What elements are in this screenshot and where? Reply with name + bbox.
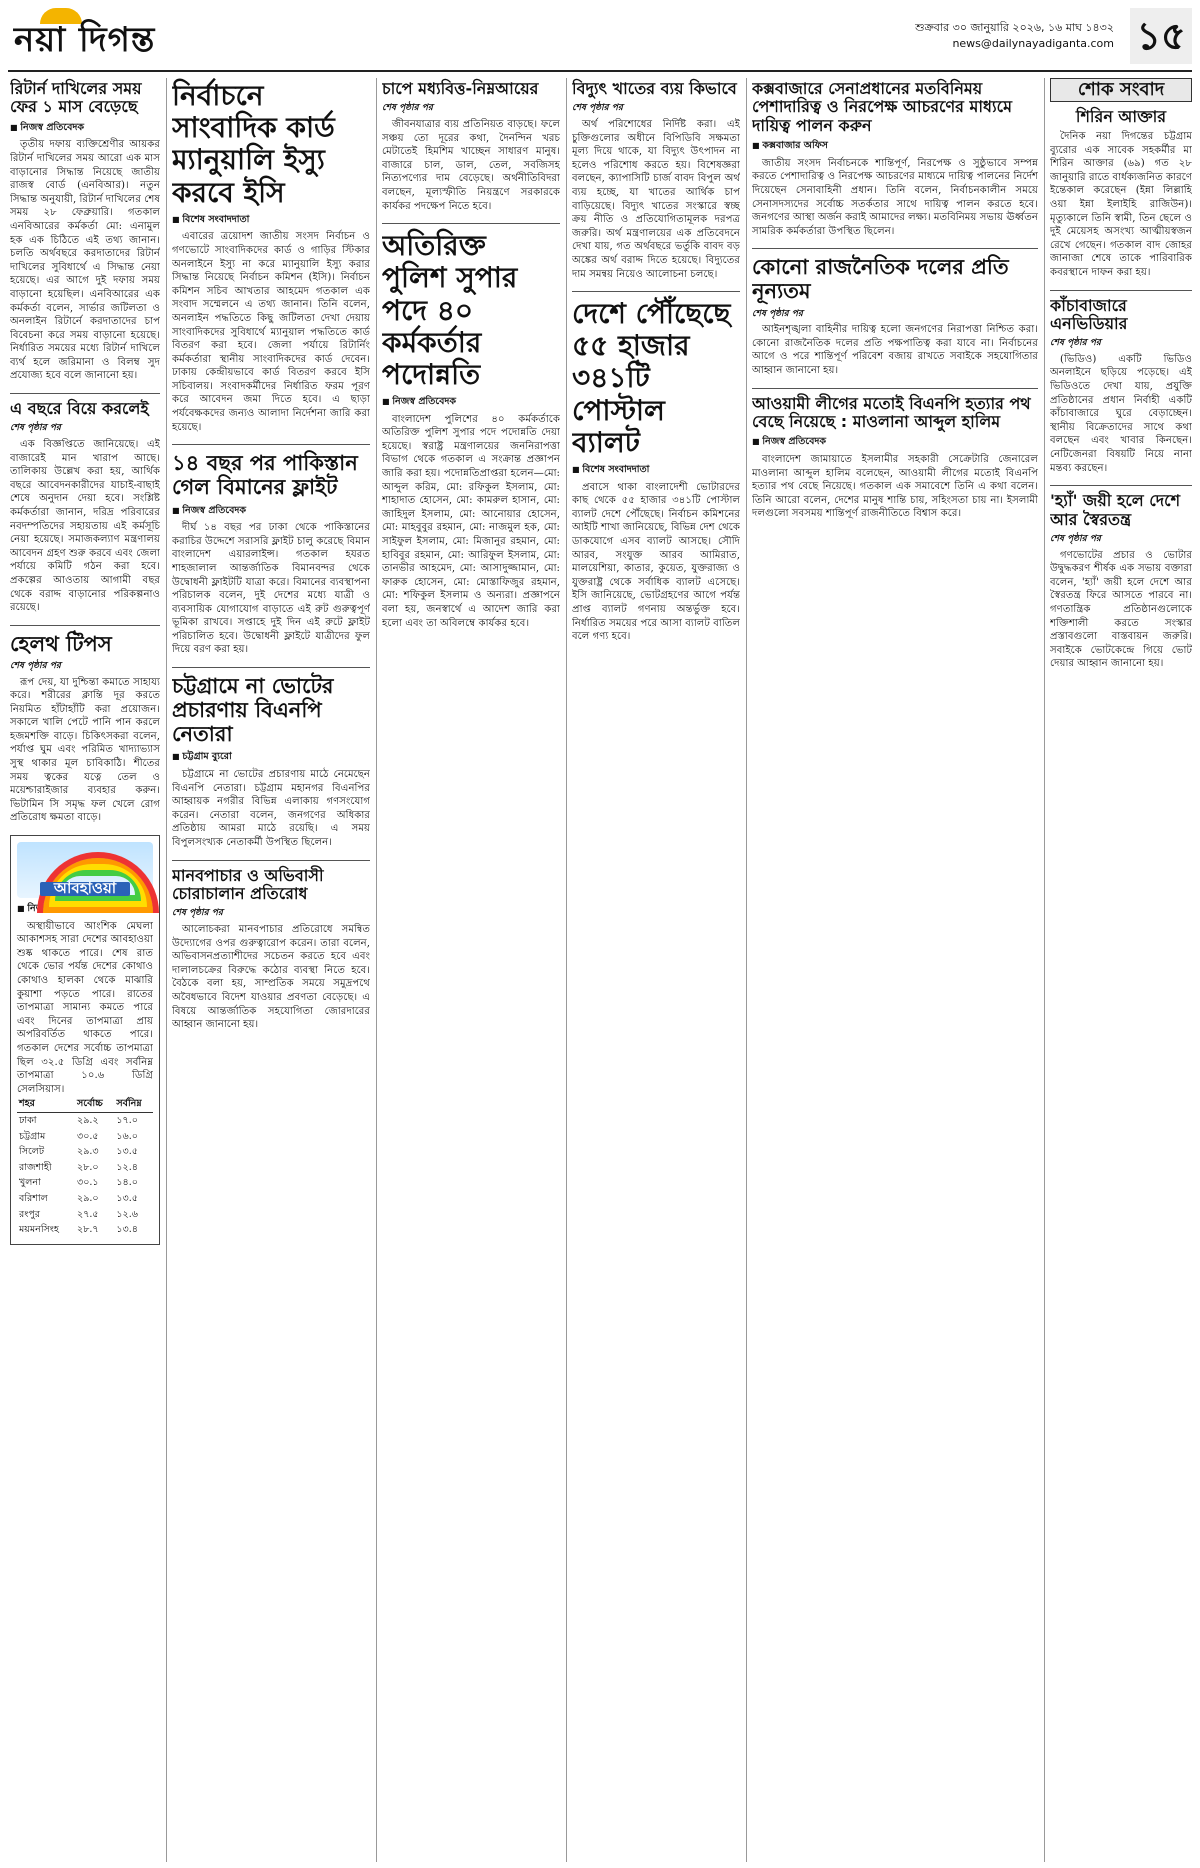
table-cell: রাজশাহী: [19, 1161, 52, 1173]
table-cell: ২৯.৩: [77, 1146, 99, 1158]
weather-title: আবহাওয়া: [40, 882, 130, 896]
story-body: দীর্ঘ ১৪ বছর পর ঢাকা থেকে পাকিস্তানের করাচির উদ্দেশে সরাসরি ফ্লাইট চালু করেছে বিমান বাংলাদেশ এয়ারলাইন্স। গতকাল হযরত শাহজালাল আন্তর্জাতিক বিমানবন্দর থেকে উদ্বোধনী ফ্লাইটটি যাত্রা করে। বিমানের ব্যবস্থাপনা পরিচালক বলেন, দুই দেশের মধ্যে যাত্রী ও ব্যবসায়িক যোগাযোগ বাড়াতে এই রুট গুরুত্বপূর্ণ ভূমিকা রাখবে। সপ্তাহে দুই দিন এই রুটে ফ্লাইট পরিচালিত হবে। উদ্বোধনী ফ্লাইটে যাত্রীদের ফুল দিয়ে বরণ করা হয়।: [172, 522, 370, 656]
masthead: [8, 6, 1192, 72]
table-cell: চট্টগ্রাম: [19, 1130, 46, 1142]
table-cell: ১৭.০: [116, 1114, 138, 1126]
table-cell: ২৭.৫: [77, 1208, 99, 1220]
story-body: আইনশৃঙ্খলা বাহিনীর দায়িত্ব হলো জনগণের নিরাপত্তা নিশ্চিত করা। কোনো রাজনৈতিক দলের প্রতি পক্ষপাতিত্ব করা যাবে না। নির্বাচনের আগে ও পরে শান্তিপূর্ণ পরিবেশ বজায় রাখতে সবাইকে সহযোগিতার আহ্বান জানানো হয়।: [752, 324, 1038, 376]
table-row: [17, 1160, 153, 1176]
table-cell: বরিশাল: [19, 1192, 48, 1204]
continued-label: শেষ পৃষ্ঠার পর: [10, 423, 61, 434]
table-cell: ২৮.৭: [77, 1224, 99, 1236]
column-6: [1050, 78, 1192, 1862]
story-human-trafficking: [172, 867, 370, 1032]
table-row: [17, 1175, 153, 1191]
story-health-tips: [10, 632, 160, 825]
story-middle-class: [382, 80, 560, 213]
story-police-promotion: [382, 230, 560, 630]
table-header: সর্বনিম্ন: [114, 1096, 153, 1112]
column-4: [572, 78, 740, 1862]
headline: 'হ্যাঁ' জয়ী হলে দেশে আর স্বৈরতন্ত্র: [1050, 491, 1181, 529]
story-political-party: [752, 255, 1038, 377]
weather-rainbow-icon: [17, 842, 153, 898]
story-body: (ভিডিও) একটি ভিডিও অনলাইনে ছড়িয়ে পড়েছে। এই ভিডিওতে দেখা যায়, প্রযুক্তি প্রতিষ্ঠানের প্রধান নির্বাহী একটি কাঁচাবাজারে ঘুরে বেড়াচ্ছেন। স্থানীয় বিক্রেতাদের সাথে কথা বলছেন এবং খাবার কিনছেন। নেটিজেনরা বিষয়টি নিয়ে নানা মন্তব্য করছেন।: [1050, 353, 1192, 474]
headline: হেলথ টিপস: [10, 631, 112, 656]
story-body: এক বিজ্ঞপ্তিতে জানিয়েছে। এই বাজারেই মান খারাপ আছে। তালিকায় উল্লেখ করা হয়, আর্থিক বছরে আবেদনকারীদের যাচাই-বাছাই শেষে অনুদান দেয়া হবে। সংশ্লিষ্ট কর্মকর্তারা জানান, দরিদ্র পরিবারের নবদম্পতিদের সহায়তায় এই কর্মসূচি নেয়া হয়েছে। সমাজকল্যাণ মন্ত্রণালয় আবেদন গ্রহণ শুরু করবে এবং জেলা পর্যায়ে কমিটি গঠন করা হবে। প্রকল্পের আওতায় আগামী বছর থেকে বরাদ্দ বাড়ানোর পরিকল্পনাও রয়েছে।: [10, 439, 160, 614]
continued-label: শেষ পৃষ্ঠার পর: [752, 308, 803, 319]
story-body: বাংলাদেশ জামায়াতে ইসলামীর সহকারী সেক্রেটারি জেনারেল মাওলানা আব্দুল হালিম বলেছেন, আওয়ামী লীগের মতোই বিএনপি হত্যার পথ বেছে নিয়েছে। গতকাল এক সমাবেশে তিনি এ কথা বলেন। তিনি আরো বলেন, দেশের মানুষ শান্তি চায়, সহিংসতা চায় না। ইসলামী দলগুলো সবসময় শান্তিপূর্ণ রাজনীতিতে বিশ্বাস করে।: [752, 453, 1038, 520]
headline: কক্সবাজারে সেনাপ্রধানের মতবিনিময় পেশাদারিত্ব ও নিরপেক্ষ আচরণের মাধ্যমে দায়িত্ব পালন করুন: [752, 79, 1012, 135]
table-cell: ১৩.৫: [116, 1146, 138, 1158]
table-row: [17, 1112, 153, 1128]
byline: ■ নিজস্ব প্রতিবেদক: [752, 435, 1038, 449]
table-row: [17, 1191, 153, 1207]
headline: নির্বাচনে সাংবাদিক কার্ড ম্যানুয়ালি ইস্যু করবে ইসি: [172, 79, 335, 209]
headline: চট্টগ্রামে না ভোটের প্রচারণায় বিএনপি নেতারা: [172, 674, 334, 747]
newspaper-logo: নয়া দিগন্ত: [14, 20, 156, 60]
byline: ■ কক্সবাজার অফিস: [752, 139, 1038, 153]
table-cell: খুলনা: [19, 1177, 41, 1189]
table-cell: ২৮.০: [77, 1161, 99, 1173]
weather-body: অস্থায়ীভাবে আংশিক মেঘলা আকাশসহ সারা দেশের আবহাওয়া শুষ্ক থাকতে পারে। শেষ রাত থেকে ভোর পর্যন্ত দেশের কোথাও কোথাও হালকা থেকে মাঝারি কুয়াশা পড়তে পারে। রাতের তাপমাত্রা সামান্য কমতে পারে এবং দিনের তাপমাত্রা প্রায় অপরিবর্তিত থাকতে পারে। গতকাল দেশের সর্বোচ্চ তাপমাত্রা ছিল ৩২.৫ ডিগ্রি এবং সর্বনিম্ন তাপমাত্রা ১০.৬ ডিগ্রি সেলসিয়াস।: [17, 920, 153, 1095]
column-2: [172, 78, 370, 1862]
headline: শিরিন আক্তার: [1075, 106, 1167, 126]
story-power-sector: [572, 80, 740, 281]
byline: ■ নিজস্ব প্রতিবেদক: [172, 504, 370, 518]
table-cell: ১২.৪: [116, 1161, 138, 1173]
headline: আওয়ামী লীগের মতোই বিএনপি হত্যার পথ বেছে নিয়েছে : মাওলানা আব্দুল হালিম: [752, 393, 1031, 431]
table-cell: ঢাকা: [19, 1114, 37, 1126]
continued-label: শেষ পৃষ্ঠার পর: [10, 660, 61, 671]
table-cell: ১২.৬: [116, 1208, 138, 1220]
table-cell: রংপুর: [19, 1208, 40, 1220]
table-cell: ৩০.১: [77, 1177, 99, 1189]
table-row: [17, 1144, 153, 1160]
table-header: শহর: [17, 1096, 75, 1112]
table-cell: ১৪.০: [116, 1177, 138, 1189]
story-body: চট্টগ্রামে না ভোটের প্রচারণায় মাঠে নেমেছেন বিএনপি নেতারা। চট্টগ্রাম মহানগর বিএনপির আহ্বায়ক নগরীর বিভিন্ন এলাকায় গণসংযোগ করেন। নেতারা বলেন, জনগণের অধিকার প্রতিষ্ঠায় আমরা মাঠে রয়েছি। এ সময় বিপুলসংখ্যক নেতাকর্মী উপস্থিত ছিলেন।: [172, 769, 370, 849]
headline: রিটার্ন দাখিলের সময় ফের ১ মাস বেড়েছে: [10, 79, 142, 117]
continued-label: শেষ পৃষ্ঠার পর: [572, 103, 623, 114]
continued-label: শেষ পৃষ্ঠার পর: [1050, 534, 1101, 545]
table-cell: ২৯.২: [77, 1114, 99, 1126]
byline: ■ বিশেষ সংবাদদাতা: [572, 463, 740, 477]
headline: ১৪ বছর পর পাকিস্তান গেল বিমানের ফ্লাইট: [172, 451, 358, 500]
column-3: [382, 78, 560, 1862]
table-cell: ১৬.০: [116, 1130, 138, 1142]
story-nvidia: [1050, 297, 1192, 476]
story-chattogram: [172, 674, 370, 850]
continued-label: শেষ পৃষ্ঠার পর: [382, 103, 433, 114]
table-cell: ৩০.৫: [77, 1130, 99, 1142]
table-row: [17, 1207, 153, 1223]
byline: ■ নিজস্ব প্রতিবেদক: [17, 902, 153, 916]
story-body: জাতীয় সংসদ নির্বাচনকে শান্তিপূর্ণ, নিরপেক্ষ ও সুষ্ঠুভাবে সম্পন্ন করতে পেশাদারিত্ব ও নিরপেক্ষ আচরণের মাধ্যমে দায়িত্ব পালনের নির্দেশ দিয়েছেন সেনাবাহিনী প্রধান। তিনি বলেন, নির্বাচনকালীন সময়ে সেনাসদস্যদের সর্বোচ্চ সতর্কতার সাথে দায়িত্ব পালন করতে হবে। জনগণের আস্থা অর্জন করাই আমাদের লক্ষ্য। মতবিনিময় সভায় ঊর্ধ্বতন সামরিক কর্মকর্তারা উপস্থিত ছিলেন।: [752, 157, 1038, 237]
story-body: অর্থ পরিশোধের নির্দিষ্ট করা। এই চুক্তিগুলোর অধীনে বিপিডিবি সক্ষমতা মূল্য দিয়ে থাকে, যা বিদ্যুৎ উৎপাদন না হলেও পরিশোধ করতে হয়। বিশেষজ্ঞরা বলছেন, ক্যাপাসিটি চার্জ বাবদ বিপুল অর্থ ব্যয় হচ্ছে, যা খাতের আর্থিক চাপ বাড়িয়েছে। বিদ্যুৎ খাতের সংস্কারে স্বচ্ছ ক্রয় নীতি ও প্রতিযোগিতামূলক দরপত্র জরুরি। অর্থ মন্ত্রণালয়ের এক প্রতিবেদনে দেখা যায়, গত অর্থবছরে ভর্তুকি বাবদ বড় অঙ্কের অর্থ বরাদ্দ দিতে হয়েছে। বিদ্যুতের দাম সমন্বয় নিয়েও আলোচনা চলছে।: [572, 118, 740, 280]
table-cell: ১৩.৪: [116, 1224, 138, 1236]
headline: অতিরিক্ত পুলিশ সুপার পদে ৪০ কর্মকর্তার পদোন্নতি: [382, 229, 518, 391]
weather-table: [17, 1096, 153, 1237]
byline: ■ বিশেষ সংবাদদাতা: [172, 213, 370, 227]
table-cell: ময়মনসিংহ: [19, 1224, 59, 1236]
table-header: সর্বোচ্চ: [75, 1096, 114, 1112]
byline: ■ নিজস্ব প্রতিবেদক: [10, 121, 160, 135]
story-pakistan-flight: [172, 451, 370, 657]
headline: কাঁচাবাজারে এনভিডিয়ার: [1050, 295, 1128, 333]
table-cell: সিলেট: [19, 1146, 45, 1158]
story-body: এবারের ত্রয়োদশ জাতীয় সংসদ নির্বাচন ও গণভোটে সাংবাদিকদের কার্ড ও গাড়ির স্টিকার অনলাইনে ইস্যু না করে ম্যানুয়ালি ইস্যু করার সিদ্ধান্ত নিয়েছে নির্বাচন কমিশন (ইসি)। নির্বাচন কমিশন সচিব আখতার আহমেদ গতকাল এক সংবাদ সম্মেলনে এ তথ্য জানান। তিনি বলেন, অনলাইন পদ্ধতিতে কিছু জটিলতা দেখা দেয়ায় সাংবাদিকদের সুবিধার্থে ম্যানুয়াল পদ্ধতিতে কার্ড বিতরণ করা হবে। জেলা পর্যায়ে রিটার্নিং কর্মকর্তারা স্থানীয় সাংবাদিকদের কার্ড দেবেন। ঢাকায় কেন্দ্রীয়ভাবে কার্ড বিতরণ করবে ইসি সচিবালয়। সংবাদকর্মীদের নির্ধারিত ফরম পূরণ করে আবেদন জমা দিতে হবে। এ ছাড়া পর্যবেক্ষকদের জন্যও আলাদা নির্দেশনা জারি করা হয়েছে।: [172, 231, 370, 433]
story-referendum: [1050, 492, 1192, 671]
column-1: [10, 78, 160, 1862]
issue-date: শুক্রবার ৩০ জানুয়ারি ২০২৬, ১৬ মাঘ ১৪৩২: [915, 21, 1114, 34]
headline: চাপে মধ্যবিত্ত-নিম্নআয়ের: [382, 79, 539, 98]
weather-box: [10, 835, 160, 1245]
story-marriage: [10, 400, 160, 615]
story-body: গণভোটের প্রচার ও ভোটার উদ্বুদ্ধকরণ শীর্ষক এক সভায় বক্তারা বলেন, 'হ্যাঁ' জয়ী হলে দেশে আর স্বৈরতন্ত্র ফিরে আসতে পারবে না। গণতান্ত্রিক প্রতিষ্ঠানগুলোকে শক্তিশালী করতে সংস্কার প্রস্তাবগুলো বাস্তবায়ন জরুরি। সবাইকে ভোটকেন্দ্রে গিয়ে ভোট দেয়ার আহ্বান জানানো হয়।: [1050, 549, 1192, 670]
website-email[interactable]: news@dailynayadiganta.com: [952, 37, 1114, 50]
headline: দেশে পৌঁছেছে ৫৫ হাজার ৩৪১টি পোস্টাল ব্যালট: [572, 297, 731, 459]
page-number: ১৫: [1130, 8, 1192, 64]
story-obituary: [1050, 108, 1192, 280]
byline: ■ চট্টগ্রাম ব্যুরো: [172, 750, 370, 764]
table-row: [17, 1129, 153, 1145]
story-postal-ballot: [572, 298, 740, 644]
headline: মানবপাচার ও অভিবাসী চোরাচালান প্রতিরোধ: [172, 865, 324, 904]
table-cell: ২৯.০: [77, 1192, 99, 1204]
table-cell: ১৩.৫: [116, 1192, 138, 1204]
story-awami-league: [752, 395, 1038, 521]
story-journalist-card: [172, 80, 370, 434]
story-body: তৃতীয় দফায় ব্যক্তিশ্রেণীর আয়কর রিটার্ন দাখিলের সময় আরো এক মাস বাড়ানোর সিদ্ধান্ত নিয়েছে জাতীয় রাজস্ব বোর্ড (এনবিআর)। নতুন সিদ্ধান্ত অনুযায়ী, রিটার্ন দাখিলের শেষ সময় ২৮ ফেব্রুয়ারি। গতকাল এনবিআরের কর্মকর্তা মো: এনামুল হক এক চিঠিতে এই তথ্য জানান। চলতি অর্থবছরে করদাতাদের রিটার্ন দাখিলের সুবিধার্থে এ সিদ্ধান্ত নেয়া হয়েছে। এর আগে দুই দফায় সময় বাড়ানো হয়েছিল। এনবিআরের এক কর্মকর্তা বলেন, সার্ভার জটিলতা ও অনলাইন রিটার্নে করদাতাদের চাপ বিবেচনা করে সময় বাড়ানো হয়েছে। নির্ধারিত সময়ের মধ্যে রিটার্ন দাখিলে ব্যর্থ হলে জরিমানা ও বিলম্ব সুদ প্রযোজ্য হবে বলে জানানো হয়।: [10, 139, 160, 382]
story-tax-return: [10, 80, 160, 383]
headline: এ বছরে বিয়ে করলেই: [10, 399, 149, 419]
column-5: [752, 78, 1038, 1862]
headline: বিদ্যুৎ খাতের ব্যয় কিভাবে: [572, 79, 737, 98]
story-body: দৈনিক নয়া দিগন্তের চট্টগ্রাম ব্যুরোর এক সাবেক সহকর্মীর মা শিরিন আক্তার (৬৯) গত ২৮ জানুয়ারি রাতে বার্ধক্যজনিত কারণে ইন্তেকাল করেছেন (ইন্না লিল্লাহি ওয়া ইন্না ইলাইহি রাজিউন)। মৃত্যুকালে তিনি স্বামী, তিন ছেলে ও দুই মেয়েসহ অসংখ্য আত্মীয়স্বজন রেখে গেছেন। গতকাল বাদ জোহর জানাজা শেষে তাকে পারিবারিক কবরস্থানে দাফন করা হয়।: [1050, 130, 1192, 278]
story-body: আলোচকরা মানবপাচার প্রতিরোধে সমন্বিত উদ্যোগের ওপর গুরুত্বারোপ করেন। তারা বলেন, অভিবাসনপ্রত্যাশীদের সচেতন করতে হবে এবং দালালচক্রের বিরুদ্ধে কঠোর ব্যবস্থা নিতে হবে। বৈঠকে বলা হয়, সাম্প্রতিক সময়ে সমুদ্রপথে অবৈধভাবে বিদেশ যাওয়ার প্রবণতা বেড়েছে। এ বিষয়ে আন্তর্জাতিক সহযোগিতা জোরদারের আহ্বান জানানো হয়।: [172, 924, 370, 1031]
story-body: জীবনযাত্রার ব্যয় প্রতিনিয়ত বাড়ছে। ফলে সঞ্চয় তো দূরের কথা, দৈনন্দিন খরচ মেটাতেই হিমশিম খাচ্ছেন সাধারণ মানুষ। বাজারে চাল, ডাল, তেল, সবজিসহ নিত্যপণ্যের দাম বেড়েছে। অর্থনীতিবিদরা বলছেন, মূল্যস্ফীতি নিয়ন্ত্রণে সরকারকে কার্যকর পদক্ষেপ নিতে হবে।: [382, 118, 560, 212]
table-row: [17, 1222, 153, 1238]
story-body: প্রবাসে থাকা বাংলাদেশী ভোটারদের কাছ থেকে ৫৫ হাজার ৩৪১টি পোস্টাল ব্যালট দেশে পৌঁছেছে। নির্বাচন কমিশনের আইটি শাখা জানিয়েছে, বিভিন্ন দেশ থেকে ডাকযোগে এসব ব্যালট আসছে। সৌদি আরব, সংযুক্ত আরব আমিরাত, মালয়েশিয়া, কাতার, কুয়েত, যুক্তরাজ্য ও যুক্তরাষ্ট্র থেকে সর্বাধিক ব্যালট এসেছে। ইসি জানিয়েছে, ভোটগ্রহণের আগে পর্যন্ত প্রাপ্ত ব্যালট গণনায় অন্তর্ভুক্ত হবে। নির্ধারিত সময়ের পরে আসা ব্যালট বাতিল বলে গণ্য হবে।: [572, 481, 740, 643]
continued-label: শেষ পৃষ্ঠার পর: [1050, 338, 1101, 349]
story-army-chief: [752, 80, 1038, 238]
continued-label: শেষ পৃষ্ঠার পর: [172, 908, 223, 919]
dateline: [915, 20, 1114, 52]
byline: ■ নিজস্ব প্রতিবেদক: [382, 395, 560, 409]
story-body: রূপ দেয়, যা দুশ্চিন্তা কমাতে সাহায্য করে। শরীরের ক্লান্তি দূর করতে নিয়মিত হাঁটাহাঁটি করা প্রয়োজন। সকালে খালি পেটে পানি পান করলে হজমশক্তি বাড়ে। চিকিৎসকরা বলেন, পর্যাপ্ত ঘুম এবং পরিমিত খাদ্যাভ্যাস সুস্থ থাকার মূল চাবিকাঠি। শীতের সময় ত্বকের যত্নে তেল ও ময়েশ্চারাইজার ব্যবহার করুন। ভিটামিন সি সমৃদ্ধ ফল খেলে রোগ প্রতিরোধ ক্ষমতা বাড়ে।: [10, 676, 160, 824]
story-body: বাংলাদেশ পুলিশের ৪০ কর্মকর্তাকে অতিরিক্ত পুলিশ সুপার পদে পদোন্নতি দেয়া হয়েছে। স্বরাষ্ট্র মন্ত্রণালয়ের জননিরাপত্তা বিভাগ থেকে গতকাল এ সংক্রান্ত প্রজ্ঞাপন জারি করা হয়। পদোন্নতিপ্রাপ্তরা হলেন—মো: আব্দুল করিম, মো: রফিকুল ইসলাম, মো: শাহাদাত হোসেন, মো: কামরুল হাসান, মো: জাহিদুল ইসলাম, মো: আনোয়ার হোসেন, মো: মাহবুবুর রহমান, মো: নাজমুল হক, মো: সাইফুল ইসলাম, মো: মিজানুর রহমান, মো: হাবিবুর রহমান, মো: আরিফুল ইসলাম, মো: তানভীর আহমেদ, মো: আসাদুজ্জামান, মো: ফারুক হোসেন, মো: মোস্তাফিজুর রহমান, মো: শফিকুল ইসলাম ও অন্যরা। প্রজ্ঞাপনে বলা হয়, জনস্বার্থে এ আদেশ জারি করা হলো এবং তা অবিলম্বে কার্যকর হবে।: [382, 413, 560, 629]
headline: কোনো রাজনৈতিক দলের প্রতি নূন্যতম: [752, 255, 1009, 304]
obituary-section-title: শোক সংবাদ: [1050, 78, 1192, 102]
